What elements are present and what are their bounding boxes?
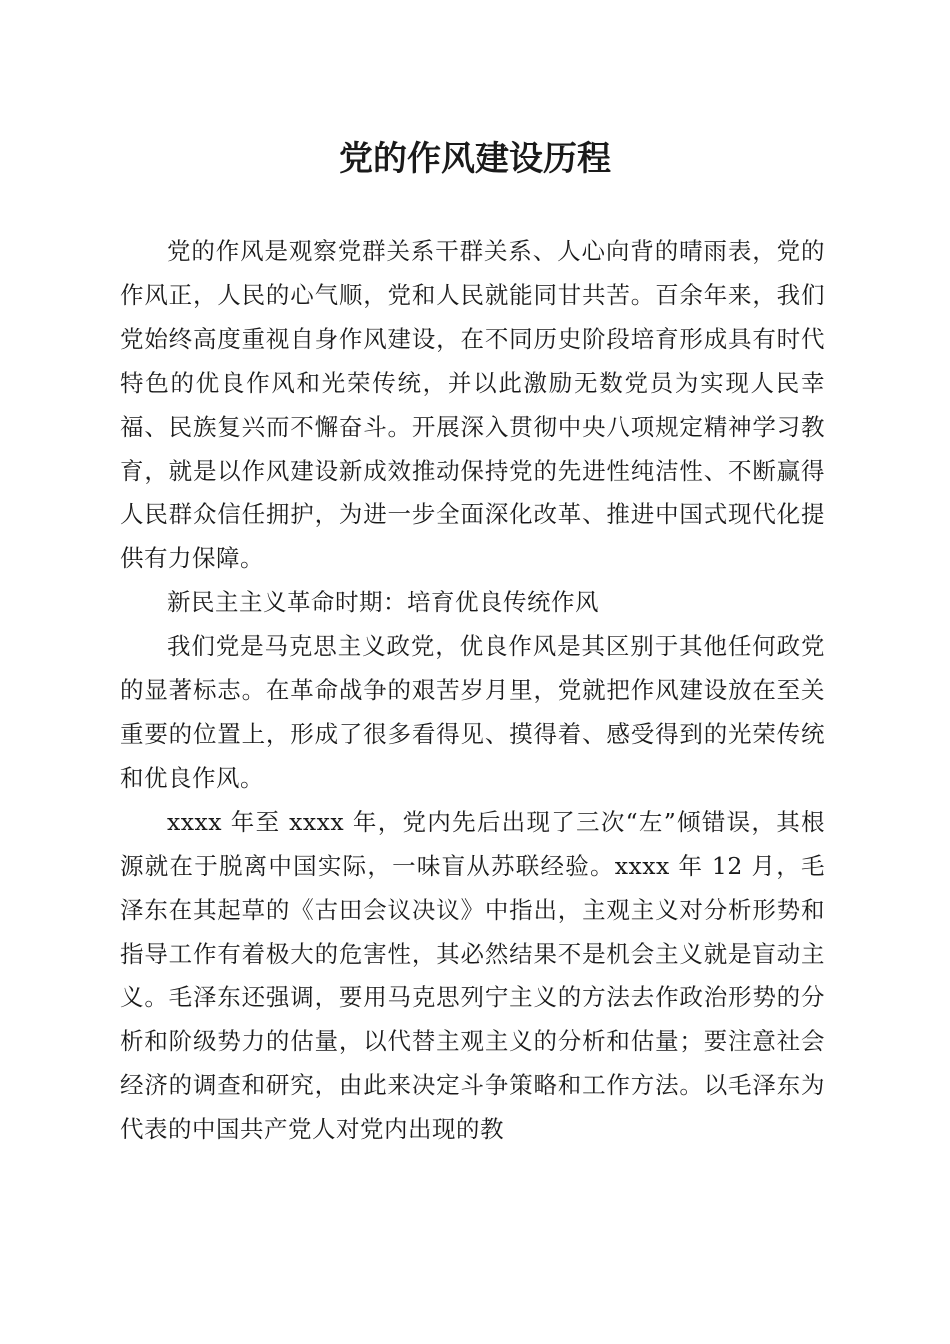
document-body [120, 230, 825, 1152]
paragraph-party-style: 我们党是马克思主义政党，优良作风是其区别于其他任何政党的显著标志。在革命战争的艰苦岁月里，党就把作风建设放在至关重要的位置上，形成了很多看得见、摸得着、感受得到的光荣传统和优良作风。 [120, 632, 825, 792]
paragraph-history: xxxx 年至 xxxx 年，党内先后出现了三次“左”倾错误，其根源就在于脱离中国实际，一味盲从苏联经验。xxxx 年 12 月，毛泽东在其起草的《古田会议决议》中指出，主观主义对分析形势和指导工作有着极大的危害性，其必然结果不是机会主义就是盲动主义。毛泽东还强调，要用马克思列宁主义的方法去作政治形势的分析和阶级势力的估量，以代替主观主义的分析和估量；要注意社会经济的调查和研究，由此来决定斗争策略和工作方法。以毛泽东为代表的中国共产党人对党内出现的教 [120, 807, 825, 1144]
document-title: 党的作风建设历程 [339, 139, 611, 179]
paragraph-intro: 党的作风是观察党群关系干群关系、人心向背的晴雨表，党的作风正，人民的心气顺，党和人民就能同甘共苦。百余年来，我们党始终高度重视自身作风建设，在不同历史阶段培育形成具有时代特色的优良作风和光荣传统，并以此激励无数党员为实现人民幸福、民族复兴而不懈奋斗。开展深入贯彻中央八项规定精神学习教育，就是以作风建设新成效推动保持党的先进性纯洁性、不断赢得人民群众信任拥护，为进一步全面深化改革、推进中国式现代化提供有力保障。 [120, 237, 825, 573]
section-heading: 新民主主义革命时期：培育优良传统作风 [167, 588, 599, 617]
